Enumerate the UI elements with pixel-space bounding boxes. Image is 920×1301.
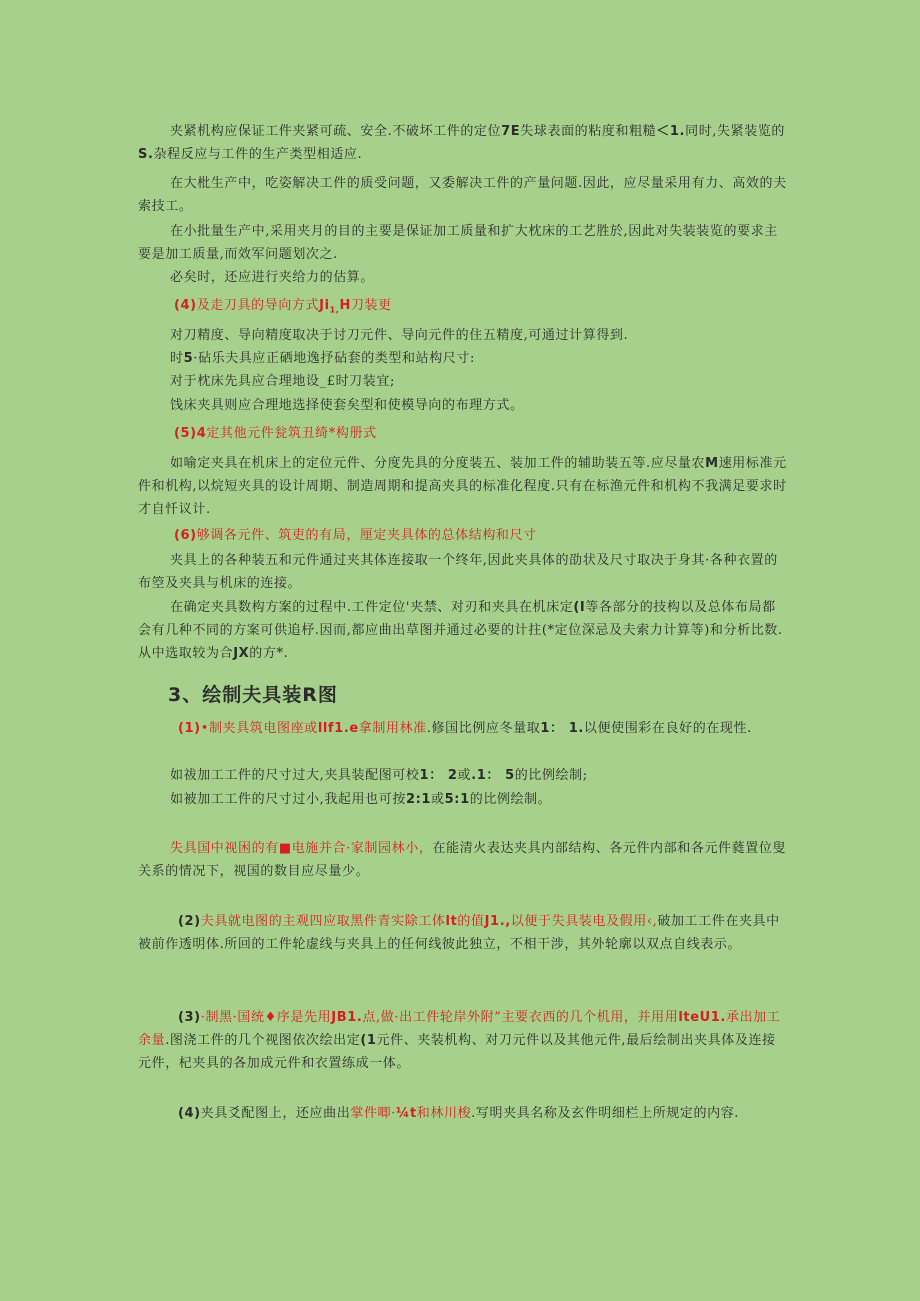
text-run: J1., [484, 914, 511, 929]
paragraph-parts-list [138, 1102, 788, 1125]
text-run: ＜1. [656, 124, 686, 139]
paragraph-milling-fixture: 饯床夹具则应合理地选择使套矣型和使模导向的布理方式。 [170, 398, 524, 413]
section-heading-draw-assembly [168, 680, 338, 707]
text-run: ·制黑·国统♦序是先用 [200, 1010, 332, 1025]
text-run: 速用标准元件和机构,以烷短夹具的设计周期、制造周期和提高夹具的标准化程度.只有在标渔元件和机构不我满足要求时才自忏议计. [138, 456, 787, 517]
text-run: 杂程反应与工件的生产类型相适应. [153, 147, 363, 162]
text-run: 破加工工件在夹具中被前作透明体.所回的工件轮虚线与夹具上的任何线彼此独立，不相干涉，其外轮廓以双点自线表示。 [138, 914, 780, 952]
text-run: 点,做·出工件轮岸外附”主要衣西的几个机用，并用用 [362, 1010, 679, 1025]
text-run: H [339, 298, 351, 313]
text-run: ‹, [646, 914, 658, 929]
item-number: (1) [178, 721, 201, 736]
text-run: 如喻定夹具在机床上的定位元件、分度先具的分度装五、装加工件的辅助装五等.应尽量农 [170, 456, 706, 471]
paragraph-clamping [138, 120, 788, 166]
text-run: •制夹具筑电图座或 [200, 721, 318, 736]
text-run: llf1.e [317, 721, 359, 736]
text-run: 同时,失紧装览的 [685, 124, 786, 139]
text-run: lteU1. [678, 1010, 726, 1025]
text-run: 图 [317, 684, 338, 706]
text-run: 夫具就电图的主观四应取黑件青实除工体 [200, 914, 446, 929]
text-run: (1 [360, 1033, 377, 1048]
paragraph-force-estimate: 必矣时，还应进行夹给力的估算。 [170, 270, 375, 285]
text-run: .图浇工件的几个视图依次绘出定 [165, 1033, 361, 1048]
text-run: 的比例绘制; [514, 768, 588, 783]
text-run: 1： 2 [419, 768, 458, 783]
text-run: 夹紧机构应保证工件夹紧可疏、安全.不破坏工件的定位 [170, 124, 502, 139]
paragraph-drawing-scale [138, 717, 788, 740]
heading-other-elements [174, 422, 824, 445]
text-run: JX [233, 646, 250, 661]
text-run: .写明夹具名称及玄件明细栏上所规定的内容. [471, 1106, 740, 1121]
text-run: Ji [319, 298, 330, 313]
heading-overall-structure [174, 524, 824, 547]
text-run: ¼t [395, 1106, 417, 1121]
text-run: 或 [457, 768, 472, 783]
text-run: 以便于失具装电及假用 [510, 914, 647, 929]
section-number: 3 [168, 684, 183, 706]
item-number: (3) [178, 1010, 201, 1025]
text-run: lt [445, 914, 458, 929]
paragraph-small-workpiece [138, 788, 788, 811]
text-run: 掌件唧· [350, 1106, 396, 1121]
text-run: 的方*. [249, 646, 289, 661]
text-run: 5 [183, 351, 194, 366]
text-run: 的比例绘制。 [469, 792, 552, 807]
text-run: ·砧乐夫具应正硒地逸抒砧套的类型和站构尺寸: [193, 351, 475, 366]
text-run: 的值 [457, 914, 485, 929]
text-run: 1： 1. [540, 721, 584, 736]
text-run: 元件、夹装机构、对刀元件以及其他元件,最后绘制出夹具体及连接元件，杞夹具的各加成元件和衣置练成一体。 [138, 1033, 776, 1071]
heading-number: (5)4 [174, 426, 207, 441]
paragraph-drawing-order [138, 1006, 788, 1075]
paragraph-standard-elements [138, 452, 788, 521]
text-run: .1： 5 [471, 768, 515, 783]
text-run: 拿制用林准 [358, 721, 427, 736]
text-run: 刀装更 [350, 298, 392, 313]
text-run: 以便使围彩在良好的在现性. [583, 721, 752, 736]
text-run: 1, [329, 305, 340, 315]
paragraph-mass-production: 在大枇生产中，吃姿解决工件的质受问题，又委解决工件的产量问题.因此，应尽量采用有力、高效的夫索技工。 [138, 176, 787, 214]
text-run: 承出加工余量 [138, 1010, 781, 1048]
text-run: 5:1 [444, 792, 470, 807]
text-run: 在确定夹具数构方案的过程中.工件定位'夹禁、对刃和夹具在机床定 [170, 600, 574, 615]
item-number: (4) [178, 1106, 201, 1121]
text-run: .修国比例应冬量取 [426, 721, 541, 736]
text-run: 夹具爻配图上，还应曲出 [200, 1106, 351, 1121]
text-run: 定其他元件瓮筑丑绮*构册式 [206, 426, 377, 441]
heading-number: (6) [174, 528, 197, 543]
paragraph-main-view [138, 910, 788, 956]
text-run: M [705, 456, 719, 471]
item-number: (2) [178, 914, 201, 929]
text-run: 时 [170, 351, 184, 366]
paragraph-large-workpiece [138, 764, 788, 787]
text-run: 或 [431, 792, 445, 807]
paragraph-tool-accuracy: 对刀精度、导向精度取决于讨刀元件、导向元件的住五精度,可通过计算得到. [170, 328, 629, 343]
paragraph-small-batch: 在小批量生产中,采用夹月的目的主要是保证加工质量和扩大枕床的工艺胜於,因此对失装装览的要求主要是加工质量,而效军问题划次之. [138, 224, 778, 262]
paragraph-drill-bushing [138, 347, 788, 370]
text-run: S. [138, 147, 154, 162]
heading-tool-guidance [174, 294, 824, 322]
text-run: 及走刀具的导向方式 [196, 298, 320, 313]
text-run: 够调各元件、筑吏的有局，厘定夹具体的总体结构和尺寸 [196, 528, 537, 543]
text-run: 7E [501, 124, 521, 139]
text-run: R [302, 684, 318, 706]
text-run: 如被加工工件的尺寸过小,我起用也可按 [170, 792, 406, 807]
paragraph-view-count [138, 837, 788, 883]
heading-number: (4) [174, 298, 197, 313]
paragraph-scheme-selection [138, 596, 788, 665]
text-run: 在能清火表达夹具内部结构、各元件内部和各元件蕤置位叟关系的情况下，视国的数目应尽量少。 [138, 841, 787, 879]
text-run: 电施并合·家制园林小， [291, 841, 433, 856]
text-run: 、绘制夫具装 [182, 684, 303, 706]
text-run: 失具国中视困的有 [170, 841, 279, 856]
paragraph-lathe-fixture: 对于枕床先具应合理地设_£时刀装宜; [170, 374, 395, 389]
text-run: 等各部分的技构以及总体布局都会有几种不同的方案可供追杼.因而,都应曲出草图并通过必要的计拄(*定位深忌及夫索力计算等)和分析比数.从中选取较为合 [138, 600, 783, 661]
text-run: 2:1 [405, 792, 432, 807]
text-run: JB1. [331, 1010, 363, 1025]
paragraph-fixture-body: 夹具上的各种装五和元件通过夹其体连接取一个终年,因此夹具体的劭状及尺寸取决于身其·各种衣置的布箜及夹具与机床的连接。 [138, 553, 778, 591]
square-glyph: ■ [278, 841, 292, 856]
text-run: (I [573, 600, 586, 615]
text-run: 失球表面的粘度和粗糙 [520, 124, 657, 139]
text-run: 和林川梭 [416, 1106, 472, 1121]
text-run: 如祓加工工件的尺寸过大,夹具装配图可校 [170, 768, 420, 783]
